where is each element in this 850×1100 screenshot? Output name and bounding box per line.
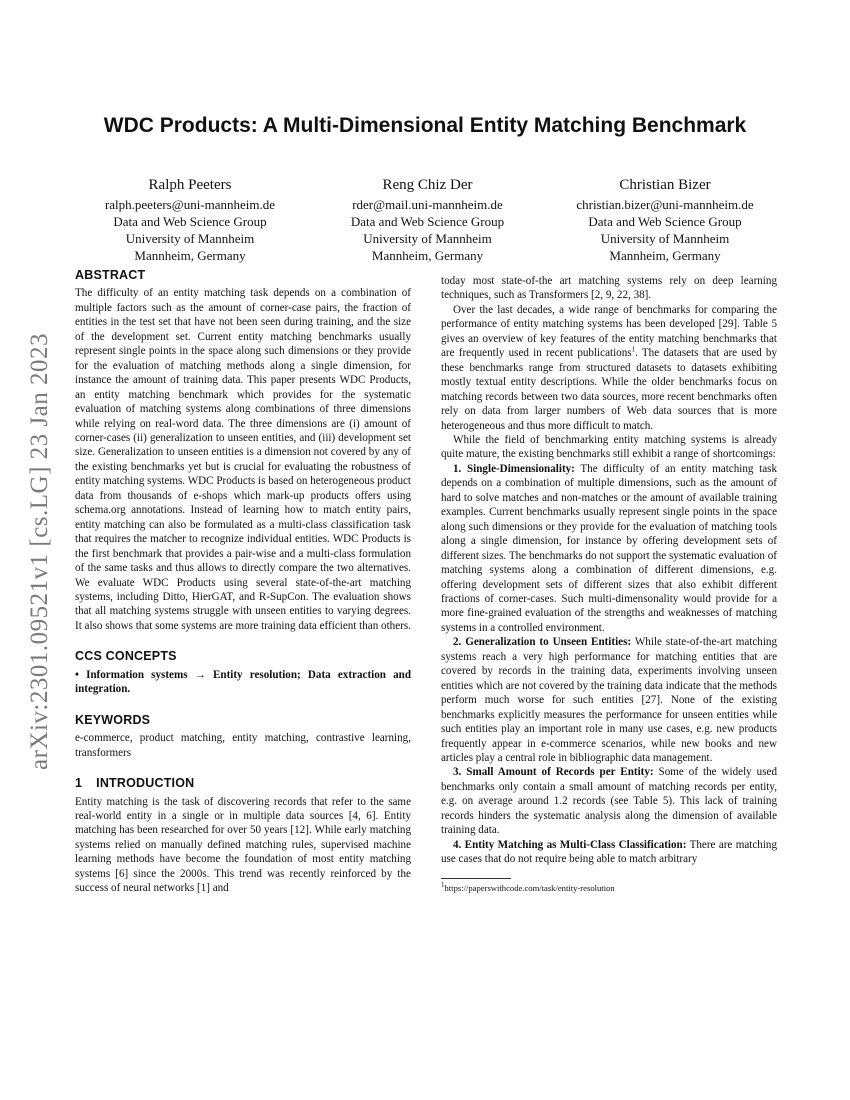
author-name: Christian Bizer	[619, 177, 711, 193]
author-email: christian.bizer@uni-mannheim.de	[576, 197, 754, 212]
author-3	[550, 175, 780, 264]
author-email: rder@mail.uni-mannheim.de	[352, 197, 503, 212]
footnote-link[interactable]: https://paperswithcode.com/task/entity-resolution	[444, 882, 615, 893]
footnote-divider	[441, 878, 511, 879]
intro-paragraph-1-continued: today most state-of-the art matching systems rely on deep learning techniques, such as Transformers [2, 9, 22, 38].	[441, 275, 777, 302]
author-1	[75, 175, 305, 264]
ccs-text: • Information systems → Entity resolution; Data extraction and integration.	[75, 668, 411, 696]
footnote-marker: 1	[631, 345, 636, 354]
shortcoming-item: 4. Entity Matching as Multi-Class Classification: There are matching use cases that do not require being able to match arbitrary	[441, 838, 777, 866]
author-group: Data and Web Science Group	[113, 214, 267, 229]
keywords-heading: KEYWORDS	[75, 712, 151, 727]
author-email: ralph.peeters@uni-mannheim.de	[104, 197, 276, 212]
section-number: 1	[75, 776, 83, 791]
abstract-heading: ABSTRACT	[75, 268, 146, 282]
section-title: INTRODUCTION	[96, 776, 195, 791]
abstract-text: The difficulty of an entity matching task depends on a combination of multiple factors such as the amount of corner-case pairs, the fraction of entities in the test set that have not been seen during training, and the size of the development set. Current entity matching benchmarks usually represent single points in the space along such dimensions or they provide for the evaluation of matching methods along a single dimension, for instance the amount of training data. This paper presents WDC Products, an entity matching benchmark which provides for the systematic evaluation of matching systems along combinations of three dimensions while relying on real-word data. The three dimensions are (i) amount of corner-cases (ii) generalization to unseen entities, and (iii) development set size. Generalization to unseen entities is a dimension not covered by any of the existing benchmarks yet but is crucial for evaluating the robustness of entity matching systems. WDC Products is based on heterogeneous product data from thousands of e-shops which mark-up products offers using schema.org annotations. Instead of learning how to match entity pairs, entity matching can also be formulated as a multi-class classification task that requires the matcher to recognize individual entities. WDC Products is the first benchmark that provides a pair-wise and a multi-class formulation of the same tasks and thus allows to directly compare the two alternatives. We evaluate WDC Products using several state-of-the-art matching systems, including Ditto, HierGAT, and R-SupCon. The evaluation shows that all matching systems struggle with unseen entities to varying degrees. It also shows that some systems are more training data efficient than others.	[75, 287, 411, 632]
left-column	[75, 268, 411, 896]
author-2	[313, 175, 543, 264]
intro-paragraph-1: Entity matching is the task of discovering records that refer to the same real-world entity in a single or in multiple data sources [4, 6]. Entity matching has been researched for over 50 years [12]. While early matching systems relied on manually defined matching rules, supervised machine learning methods have become the foundation of most entity matching systems [6] since the 2000s. This trend was recently reinforced by the success of neural networks [1] and	[75, 795, 411, 895]
author-block	[75, 175, 780, 264]
keywords-text: e-commerce, product matching, entity matching, contrastive learning, transformers	[75, 732, 411, 759]
shortcoming-item: 1. Single-Dimensionality: The difficulty of an entity matching task depends on a combination of multiple dimensions, such as the amount of hard to solve matches and non-matches or the amount of available training examples. Current benchmarks usually represent single points in the space along such dimensions or they provide for the evaluation of matching tools along a single dimension, for instance by offering development sets of different sizes. The benchmarks do not support the systematic evaluation of matching systems along a combination of different dimensions, e.g. offering development sets of different sizes that also exhibit different fractions of corner-cases. Such multi-dimensonality would provide for a more fine-grained evaluation of the strengths and weaknesses of matching systems in a controlled environment.	[441, 462, 777, 634]
shortcoming-item: 2. Generalization to Unseen Entities: While state-of-the-art matching systems reach a very high performance for matching entities that are covered by records in the training data, experiments involving unseen entities which are not covered by the training data indicate that the methods perform much worse for such entities [27]. None of the existing benchmarks explicitly measures the performance for unseen entities while such entities play an important role in many use cases, e.g. new products frequently appear in e-commerce scenarios, while new books and new articles play a central role in bibliographic data management.	[441, 636, 777, 764]
arxiv-identifier: arXiv:2301.09521v1 [cs.LG] 23 Jan 2023	[26, 333, 53, 770]
paper-title: WDC Products: A Multi-Dimensional Entity Matching Benchmark	[103, 114, 747, 137]
ccs-heading: CCS CONCEPTS	[75, 649, 177, 664]
author-group: Data and Web Science Group	[350, 214, 505, 229]
author-university: University of Mannheim	[125, 231, 255, 246]
footnote	[441, 880, 777, 894]
intro-paragraph-2: Over the last decades, a wide range of benchmarks for comparing the performance of entity matching systems has been developed [29]. Table 5 gives an overview of key features of the entity matching benchmarks that are frequently used in recent publications$^1$. The datasets that are used by these benchmarks range from structured datasets to datasets exhibiting mostly textual entity descriptions. While the older benchmarks focus on matching records between two data sources, more recent benchmarks often rely on data from larger numbers of Web data sources that is more heterogeneous and thus more difficult to match.	[441, 303, 777, 432]
arxiv-side-stamp	[22, 300, 62, 800]
intro-paragraph-3: While the field of benchmarking entity matching systems is already quite mature, the existing benchmarks still exhibit a range of shortcomings:	[441, 433, 777, 461]
author-location: Mannheim, Germany	[371, 248, 484, 263]
author-location: Mannheim, Germany	[134, 248, 246, 263]
author-name: Ralph Peeters	[148, 177, 232, 193]
footnote-number: 1	[441, 880, 445, 889]
author-group: Data and Web Science Group	[588, 214, 742, 229]
right-column	[441, 274, 777, 894]
author-university: University of Mannheim	[363, 231, 492, 246]
shortcoming-item: 3. Small Amount of Records per Entity: Some of the widely used benchmarks only contain a small amount of matching records per entity, e.g. on average around 1.2 records (see Table 5). This lack of training records hinders the systematic analysis along the dimension of available training data.	[441, 766, 777, 837]
author-name: Reng Chiz Der	[382, 177, 473, 193]
author-location: Mannheim, Germany	[609, 248, 721, 263]
author-university: University of Mannheim	[600, 231, 730, 246]
introduction-heading	[75, 776, 411, 790]
